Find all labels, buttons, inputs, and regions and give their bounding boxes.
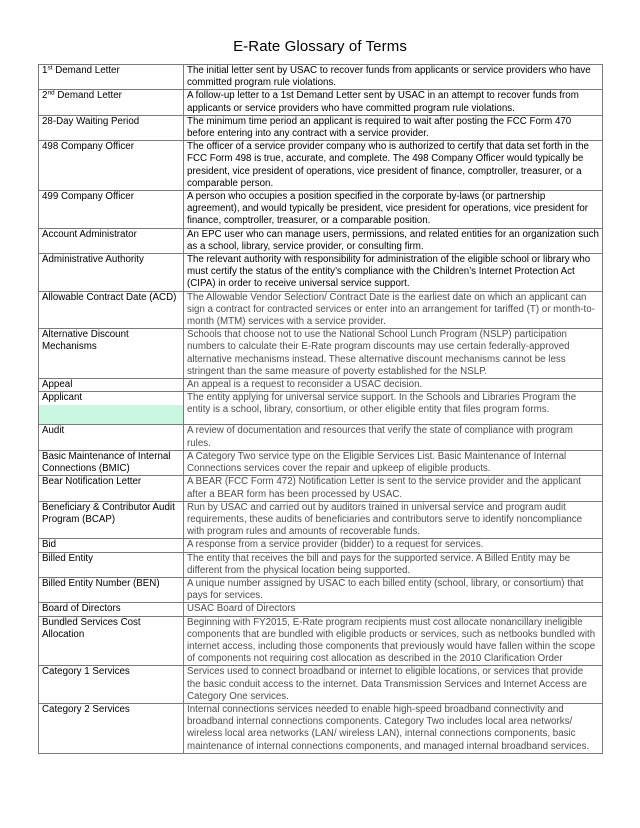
definition-cell: Beginning with FY2015, E-Rate program recipients must cost allocate nonancillary ineligible components that are bundled with eligible products or services, such as netbooks bundled with internet access, including those components that previously would have fallen within the scope of components not requiring cost allocation as described in the 2010 Clarification Order <box>184 616 603 666</box>
table-row <box>39 65 603 90</box>
term-cell: Audit <box>39 425 184 450</box>
term-cell: Billed Entity <box>39 552 184 577</box>
definition-cell: A BEAR (FCC Form 472) Notification Letter is sent to the service provider and the applicant after a BEAR form has been processed by USAC. <box>184 476 603 501</box>
term-cell: Alternative Discount Mechanisms <box>39 329 184 379</box>
definition-cell: A unique number assigned by USAC to each billed entity (school, library, or consortium) that pays for services. <box>184 577 603 602</box>
table-row <box>39 577 603 602</box>
term-cell: Board of Directors <box>39 603 184 616</box>
term-cell: Bid <box>39 539 184 552</box>
table-row <box>39 616 603 666</box>
glossary-table <box>38 64 603 754</box>
definition-cell: The officer of a service provider company who is authorized to certify that data set forth in the FCC Form 498 is true, accurate, and complete. The 498 Company Officer would typically be president, vice president of operations, vice president of finance, comptroller, treasurer, or a comparable person. <box>184 141 603 191</box>
definition-cell: A review of documentation and resources that verify the state of compliance with program rules. <box>184 425 603 450</box>
term-cell: Beneficiary & Contributor Audit Program (BCAP) <box>39 501 184 539</box>
definition-cell: The entity that receives the bill and pays for the supported service. A Billed Entity may be different from the physical location being supported. <box>184 552 603 577</box>
term-cell: Billed Entity Number (BEN) <box>39 577 184 602</box>
term-ordinal: st <box>47 64 53 72</box>
table-row <box>39 425 603 450</box>
table-row <box>39 228 603 253</box>
table-row <box>39 291 603 329</box>
definition-cell: Services used to connect broadband or internet to eligible locations, or services that provide the basic conduit access to the internet. Data Transmission Services and Internet Access are Category One services. <box>184 666 603 704</box>
definition-cell: An EPC user who can manage users, permissions, and related entities for an organization such as a school, library, service provider, or consulting firm. <box>184 228 603 253</box>
term-cell: Allowable Contract Date (ACD) <box>39 291 184 329</box>
definition-cell: The minimum time period an applicant is required to wait after posting the FCC Form 470 before entering into any contract with a service provider. <box>184 115 603 140</box>
definition-cell: The relevant authority with responsibility for administration of the eligible school or library who must certify the status of the entity’s compliance with the Children’s Internet Protection Act (CIPA) in order to receive universal service support. <box>184 254 603 292</box>
definition-cell: A follow-up letter to a 1st Demand Letter sent by USAC in an attempt to recover funds from applicants or service providers who have committed program rule violations. <box>184 90 603 115</box>
definition-cell: A response from a service provider (bidder) to a request for services. <box>184 539 603 552</box>
term-cell: 28-Day Waiting Period <box>39 115 184 140</box>
term-cell: Category 1 Services <box>39 666 184 704</box>
table-row <box>39 501 603 539</box>
term-cell: Account Administrator <box>39 228 184 253</box>
term-cell: 498 Company Officer <box>39 141 184 191</box>
table-row <box>39 450 603 475</box>
table-row <box>39 191 603 229</box>
definition-cell: A Category Two service type on the Eligible Services List. Basic Maintenance of Internal Connections services cover the repair and upkeep of eligible products. <box>184 450 603 475</box>
term-text: Demand Letter <box>54 90 122 102</box>
term-number: 1 <box>42 65 48 76</box>
table-row <box>39 329 603 379</box>
table-row <box>39 539 603 552</box>
term-cell: Basic Maintenance of Internal Connections (BMIC) <box>39 450 184 475</box>
table-row <box>39 254 603 292</box>
term-cell: Administrative Authority <box>39 254 184 292</box>
table-row <box>39 379 603 392</box>
term-cell: Category 2 Services <box>39 703 184 753</box>
term-cell: Appeal <box>39 379 184 392</box>
term-cell: Bear Notification Letter <box>39 476 184 501</box>
term-cell <box>39 392 184 425</box>
term-text: Demand Letter <box>52 65 120 76</box>
definition-cell: Schools that choose not to use the National School Lunch Program (NSLP) participation numbers to calculate their E-Rate program discounts may use certain federally-approved alternative mechanisms instead. These alternative discount mechanisms cannot be less stringent than the same measure of poverty established for the NSLP. <box>184 329 603 379</box>
definition-cell: Run by USAC and carried out by auditors trained in universal service and program audit requirements, these audits of beneficiaries and contributors serve to identify noncompliance with program rules and amounts of recoverable funds. <box>184 501 603 539</box>
term-cell: Bundled Services Cost Allocation <box>39 616 184 666</box>
term-cell: 499 Company Officer <box>39 191 184 229</box>
definition-cell: The entity applying for universal service support. In the Schools and Libraries Program the entity is a school, library, consortium, or other eligible entity that files program forms. <box>184 392 603 425</box>
table-row <box>39 703 603 753</box>
definition-cell: Internal connections services needed to enable high-speed broadband connectivity and broadband internal connections components. Category Two includes local area networks/ wireless local area networks (LAN/ wireless LAN), internal connections components, basic maintenance of internal connections components, and managed internal broadband services. <box>184 703 603 753</box>
term-ordinal: nd <box>47 89 55 97</box>
definition-cell: The initial letter sent by USAC to recover funds from applicants or service providers who have committed program rule violations. <box>184 65 603 90</box>
definition-cell: The Allowable Vendor Selection/ Contract Date is the earliest date on which an applicant can sign a contract for contracted services or enter into an arrangement for tariffed (T) or month-to-month (MTM) services with a service provider. <box>184 291 603 329</box>
definition-cell: USAC Board of Directors <box>184 603 603 616</box>
term-cell <box>39 65 184 90</box>
table-row <box>39 476 603 501</box>
table-row <box>39 666 603 704</box>
table-row <box>39 115 603 140</box>
highlight-box <box>39 405 183 425</box>
definition-cell: An appeal is a request to reconsider a USAC decision. <box>184 379 603 392</box>
table-row <box>39 552 603 577</box>
table-row <box>39 392 603 425</box>
term-number: 2 <box>42 90 48 102</box>
table-row <box>39 603 603 616</box>
term-text: Applicant <box>42 392 83 404</box>
table-row <box>39 90 603 115</box>
table-row <box>39 141 603 191</box>
term-cell <box>39 90 184 115</box>
page-title: E-Rate Glossary of Terms <box>233 38 407 55</box>
definition-cell: A person who occupies a position specified in the corporate by-laws (or partnership agreement), and would typically be president, vice president for operations, vice president for finance, comptroller, treasurer, or a comparable position. <box>184 191 603 229</box>
